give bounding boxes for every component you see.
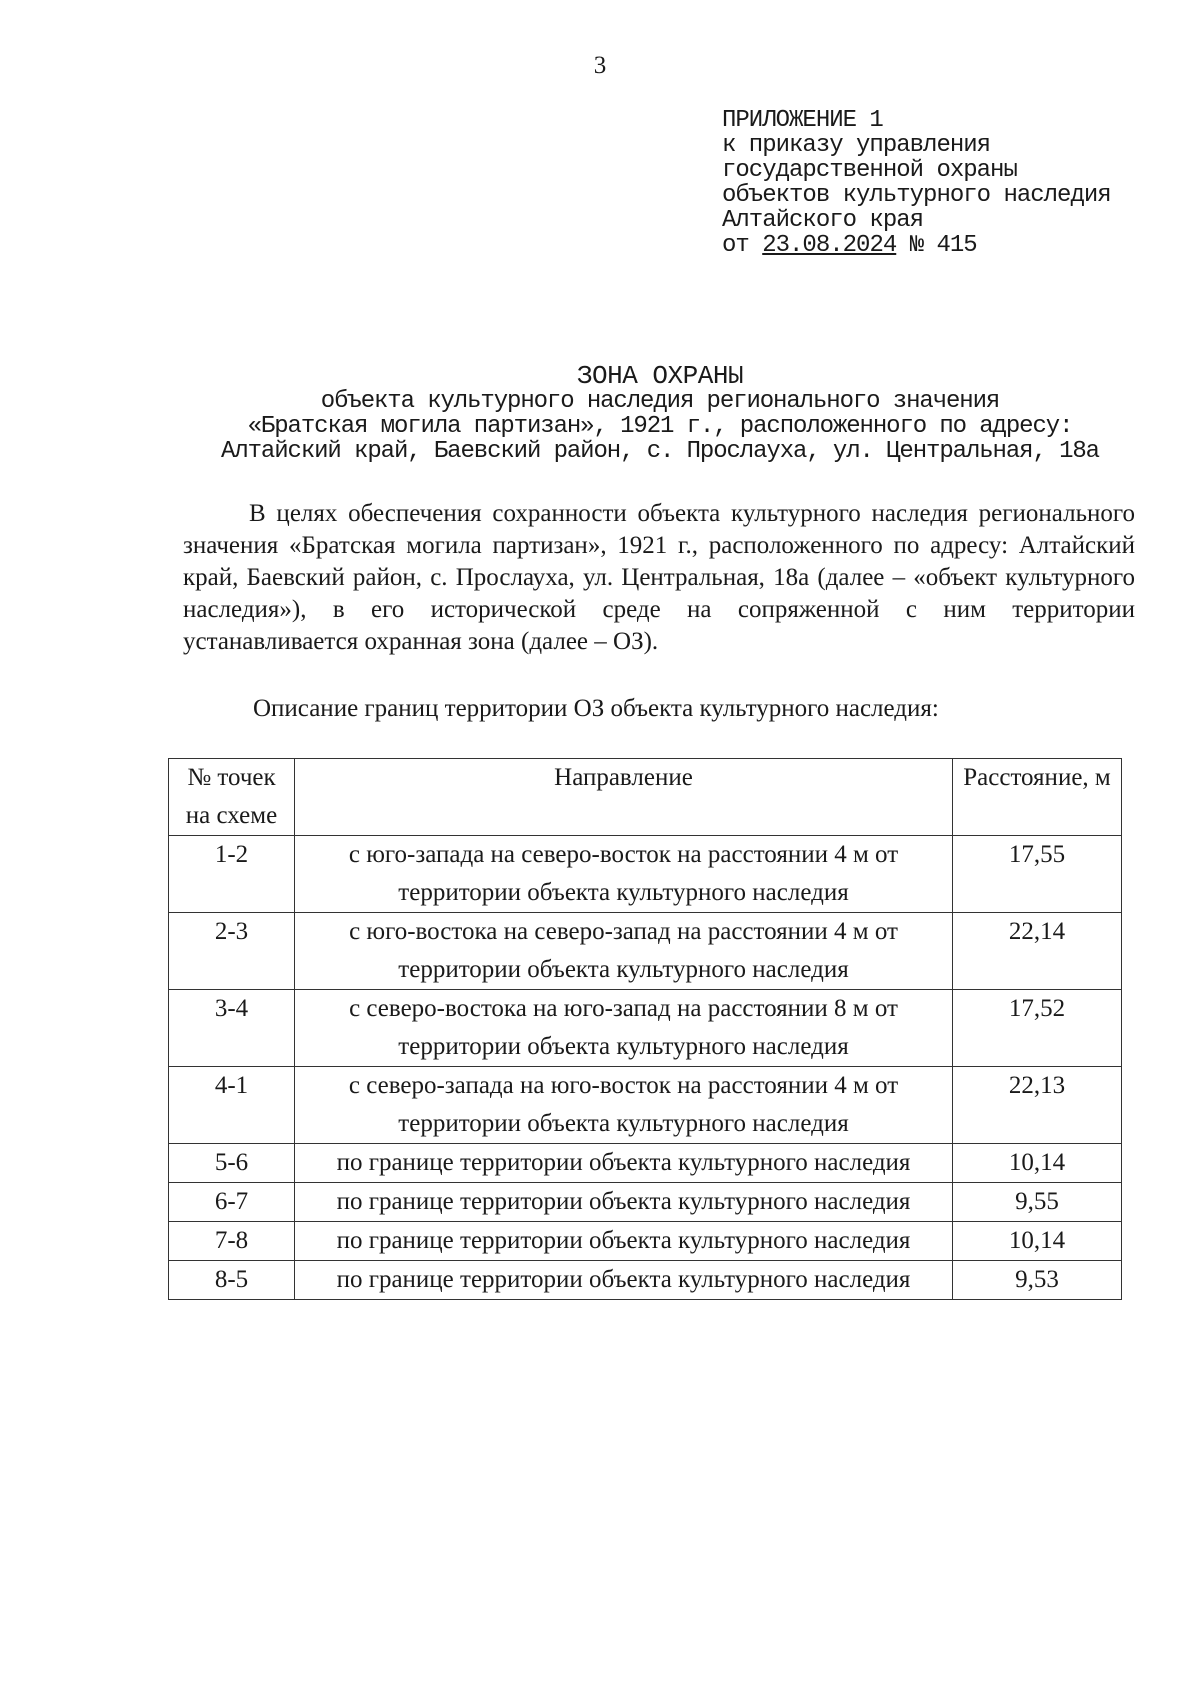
table-row (169, 1183, 1122, 1222)
date-prefix: от (722, 232, 763, 259)
cell-points: 5-6 (169, 1144, 295, 1183)
appendix-block (722, 108, 1162, 258)
table-header-row (169, 759, 1122, 836)
zone-heading (120, 361, 1200, 465)
cell-distance: 9,55 (953, 1183, 1122, 1222)
zone-title: ЗОНА ОХРАНЫ (576, 361, 744, 391)
table-row (169, 1261, 1122, 1300)
appendix-title: ПРИЛОЖЕНИЕ 1 (722, 107, 883, 134)
header-points: № точек на схеме (169, 759, 295, 836)
zone-subtitle-line: «Братская могила партизан», 1921 г., расположенного по адресу: (247, 413, 1073, 440)
appendix-line: объектов культурного наследия (722, 182, 1111, 209)
cell-direction: по границе территории объекта культурного наследия (295, 1261, 953, 1300)
table-row (169, 1067, 1122, 1144)
intro-paragraph (183, 498, 1135, 658)
cell-points: 4-1 (169, 1067, 295, 1144)
table-caption: Описание границ территории ОЗ объекта культурного наследия: (253, 695, 939, 722)
order-date: 23.08.2024 (762, 232, 897, 259)
cell-points: 7-8 (169, 1222, 295, 1261)
cell-points: 6-7 (169, 1183, 295, 1222)
appendix-line: Алтайского края (722, 207, 924, 234)
table-row (169, 1144, 1122, 1183)
intro-text: В целях обеспечения сохранности объекта культурного наследия регионального значения «Братская могила партизан», 1921 г., расположенного по адресу: Алтайский край, Баевский район, с. Прослауха, ул. Центральная, 18а (далее – «объект культурного наследия»), в его исторической среде на сопряженной с ним территории устанавливается охранная зона (далее – ОЗ). (183, 500, 1135, 655)
cell-points: 8-5 (169, 1261, 295, 1300)
zone-subtitle-line: объекта культурного наследия регионального значения (320, 388, 1000, 415)
cell-direction: с северо-запада на юго-восток на расстоянии 4 м от территории объекта культурного наследия (295, 1067, 953, 1144)
boundary-table (168, 758, 1122, 1300)
header-direction: Направление (295, 759, 953, 836)
cell-distance: 10,14 (953, 1222, 1122, 1261)
cell-direction: с юго-запада на северо-восток на расстоянии 4 м от территории объекта культурного наследия (295, 836, 953, 913)
cell-distance: 17,55 (953, 836, 1122, 913)
cell-direction: по границе территории объекта культурного наследия (295, 1183, 953, 1222)
header-distance: Расстояние, м (953, 759, 1122, 836)
cell-distance: 17,52 (953, 990, 1122, 1067)
cell-points: 1-2 (169, 836, 295, 913)
cell-distance: 22,14 (953, 913, 1122, 990)
appendix-date-line (722, 233, 1162, 258)
cell-direction: с северо-востока на юго-запад на расстоянии 8 м от территории объекта культурного наследия (295, 990, 953, 1067)
appendix-line: государственной охраны (722, 157, 1017, 184)
cell-distance: 22,13 (953, 1067, 1122, 1144)
table-row (169, 913, 1122, 990)
cell-points: 3-4 (169, 990, 295, 1067)
cell-direction: по границе территории объекта культурного наследия (295, 1144, 953, 1183)
table-row (169, 836, 1122, 913)
cell-points: 2-3 (169, 913, 295, 990)
cell-distance: 9,53 (953, 1261, 1122, 1300)
table-row (169, 1222, 1122, 1261)
cell-direction: с юго-востока на северо-запад на расстоянии 4 м от территории объекта культурного наследия (295, 913, 953, 990)
order-number: № 415 (896, 232, 977, 259)
appendix-line: к приказу управления (722, 132, 991, 159)
cell-distance: 10,14 (953, 1144, 1122, 1183)
cell-direction: по границе территории объекта культурного наследия (295, 1222, 953, 1261)
zone-subtitle-line: Алтайский край, Баевский район, с. Прослауха, ул. Центральная, 18а (221, 438, 1099, 465)
table-row (169, 990, 1122, 1067)
page-number: 3 (593, 52, 607, 79)
